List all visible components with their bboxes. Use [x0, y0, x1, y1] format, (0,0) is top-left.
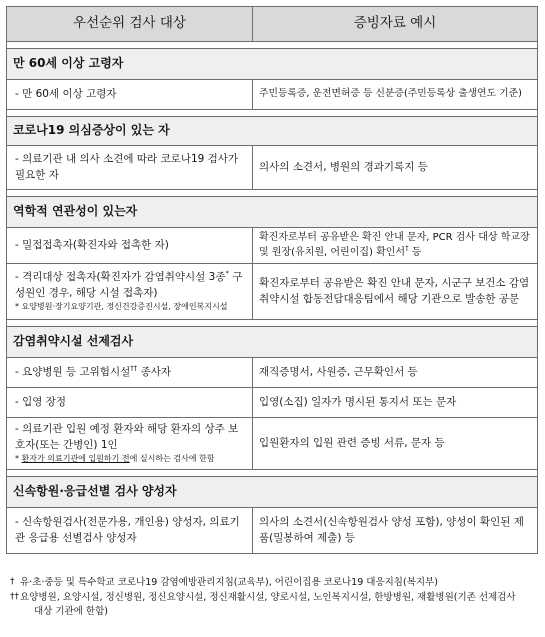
priority-test-table [6, 6, 538, 554]
target-text: - 요양병원 등 고위험시설 [15, 365, 131, 378]
asterisk-mark: * [225, 269, 229, 278]
table-row [7, 264, 538, 320]
table-row [7, 146, 538, 190]
target-text: - 격리대상 접촉자(확진자가 감염취약시설 3종 [15, 271, 226, 284]
target-tail: 구성원인 경우, 해당 시설 접촉자) [15, 271, 243, 299]
evidence-cell: 재직증명서, 사원증, 근무확인서 등 [253, 358, 538, 388]
target-cell: - 밀접접촉자(확진자와 접촉한 자) [7, 228, 253, 264]
evidence-cell: 주민등록증, 운전면허증 등 신분증(주민등록상 출생연도 기준) [253, 80, 538, 110]
evidence-tail: 등 [408, 246, 422, 258]
table-row [7, 388, 538, 418]
header-target: 우선순위 검사 대상 [7, 7, 253, 42]
target-text: - 의료기관 입원 예정 환자와 해당 환자의 상주 보호자(또는 간병인) 1인 [15, 423, 239, 451]
section-row [7, 327, 538, 358]
target-cell: - 신속항원검사(전문가용, 개인용) 양성자, 의료기관 응급용 선별검사 양성자 [7, 508, 253, 554]
evidence-cell: 입영(소집) 일자가 명시된 통지서 또는 문자 [253, 388, 538, 418]
section-title: 역학적 연관성이 있는자 [7, 197, 538, 228]
footnote-continuation: 대상 기관에 한함) [34, 606, 108, 618]
footnote-text: 유·초·중등 및 특수학교 코로나19 감염예방관리지침(교육부), 어린이집용 코로나19 대응지침(복지부) [20, 577, 438, 588]
table-row [7, 228, 538, 264]
section-title: 신속항원·응급선별 검사 양성자 [7, 477, 538, 508]
section-row [7, 49, 538, 80]
target-cell: - 의료기관 내 의사 소견에 따라 코로나19 검사가 필요한 자 [7, 146, 253, 190]
evidence-cell: 입원환자의 입원 관련 증빙 서류, 문자 등 [253, 418, 538, 470]
table-row [7, 508, 538, 554]
table-row [7, 418, 538, 470]
evidence-cell [253, 228, 538, 264]
section-title: 만 60세 이상 고령자 [7, 49, 538, 80]
target-tail: 종사자 [137, 365, 172, 378]
section-title: 코로나19 의심증상이 있는 자 [7, 117, 538, 146]
table-header-row [7, 7, 538, 42]
evidence-cell: 확진자로부터 공유받은 확진 안내 문자, 시군구 보건소 감염취약시설 합동전담대응팀에서 해당 기관으로 발송한 공문 [253, 264, 538, 320]
header-evidence: 증빙자료 예시 [253, 7, 538, 42]
note-suffix: 에 실시하는 검사에 한함 [129, 453, 215, 463]
section-row [7, 117, 538, 146]
note-underlined: 환자가 의료기관에 입원하기 전 [21, 453, 130, 463]
section-row [7, 477, 538, 508]
target-cell [7, 358, 253, 388]
footnote-item [10, 576, 536, 591]
footnote-mark: † [10, 577, 15, 587]
footnote-text: 요양병원, 요양시설, 정신병원, 정신요양시설, 정신재활시설, 양로시설, 노인복지시설, 한방병원, 재활병원(기존 선제검사 [20, 591, 516, 603]
double-dagger-mark: †† [130, 364, 138, 373]
evidence-cell: 의사의 소견서(신속항원검사 양성 포함), 양성이 확인된 제품(밀봉하여 제출) 등 [253, 508, 538, 554]
footnotes [10, 576, 536, 620]
evidence-cell: 의사의 소견서, 병원의 경과기록지 등 [253, 146, 538, 190]
table-row [7, 80, 538, 110]
dagger-mark: † [405, 244, 409, 253]
target-cell [7, 418, 253, 470]
section-title: 감염취약시설 선제검사 [7, 327, 538, 358]
footnote-mark: †† [10, 591, 19, 602]
section-row [7, 197, 538, 228]
target-cell: - 만 60세 이상 고령자 [7, 80, 253, 110]
evidence-text: 확진자로부터 공유받은 확진 안내 문자, PCR 검사 대상 학교장 및 원장(유치원, 어린이집) 확인서 [259, 232, 530, 258]
footnote-item [10, 591, 536, 606]
admission-note [15, 454, 246, 465]
target-cell: - 입영 장정 [7, 388, 253, 418]
note-prefix: * [15, 453, 22, 463]
facility-note: * 요양병원·장기요양기관, 정신건강증진시설, 장애인복지시설 [15, 301, 228, 311]
table-row [7, 358, 538, 388]
target-cell [7, 264, 253, 320]
